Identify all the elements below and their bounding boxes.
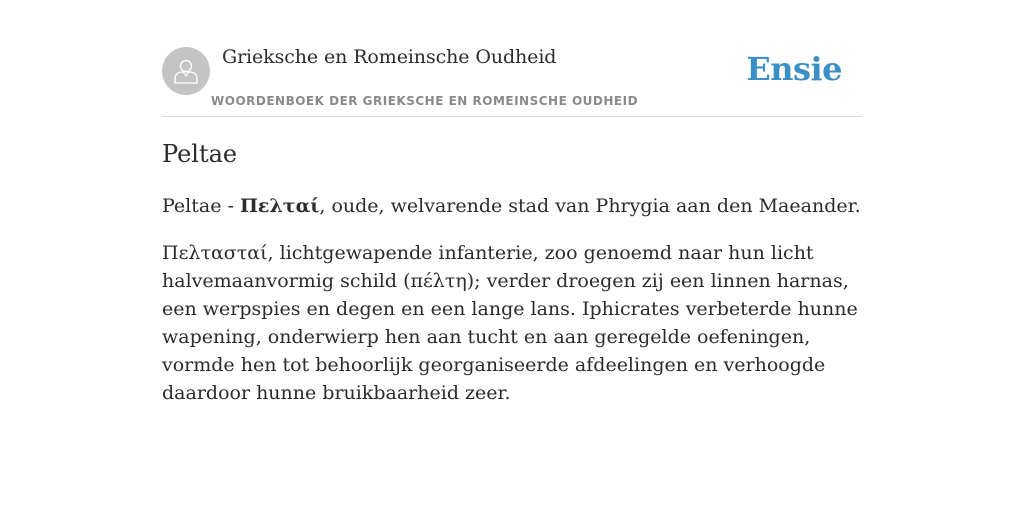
definition-paragraph-1 [162,192,862,220]
greek-term: Πελταί [239,195,320,217]
source-header [162,0,862,117]
entry-title: Peltae [162,140,238,168]
ensie-logo[interactable]: Ensie [746,50,842,88]
page-content [162,0,862,404]
definition-text: , oude, welvarende stad van Phrygia aan den Maeander. [319,195,861,217]
user-icon [171,56,201,86]
avatar[interactable] [162,47,210,95]
source-title[interactable]: Grieksche en Romeinsche Oudheid [222,46,557,68]
source-subtitle: WOORDENBOEK DER GRIEKSCHE EN ROMEINSCHE OUDHEID [211,94,639,108]
definition-paragraph-2: Πελτασταί, lichtgewapende infanterie, zoo genoemd naar hun licht halvemaanvormig schild (πέλτη); verder droegen zij een linnen harnas, een werpspies en degen en een lange lans. Iphicrates verbeterde hunne wapening, onderwierp hen aan tucht en aan geregelde oefeningen, vormde hen tot behoorlijk georganiseerde afdeelingen en verhoogde daardoor hunne bruikbaarheid zeer. [162,242,858,404]
term-separator: - [221,195,240,217]
definition-term: Peltae [162,195,222,217]
